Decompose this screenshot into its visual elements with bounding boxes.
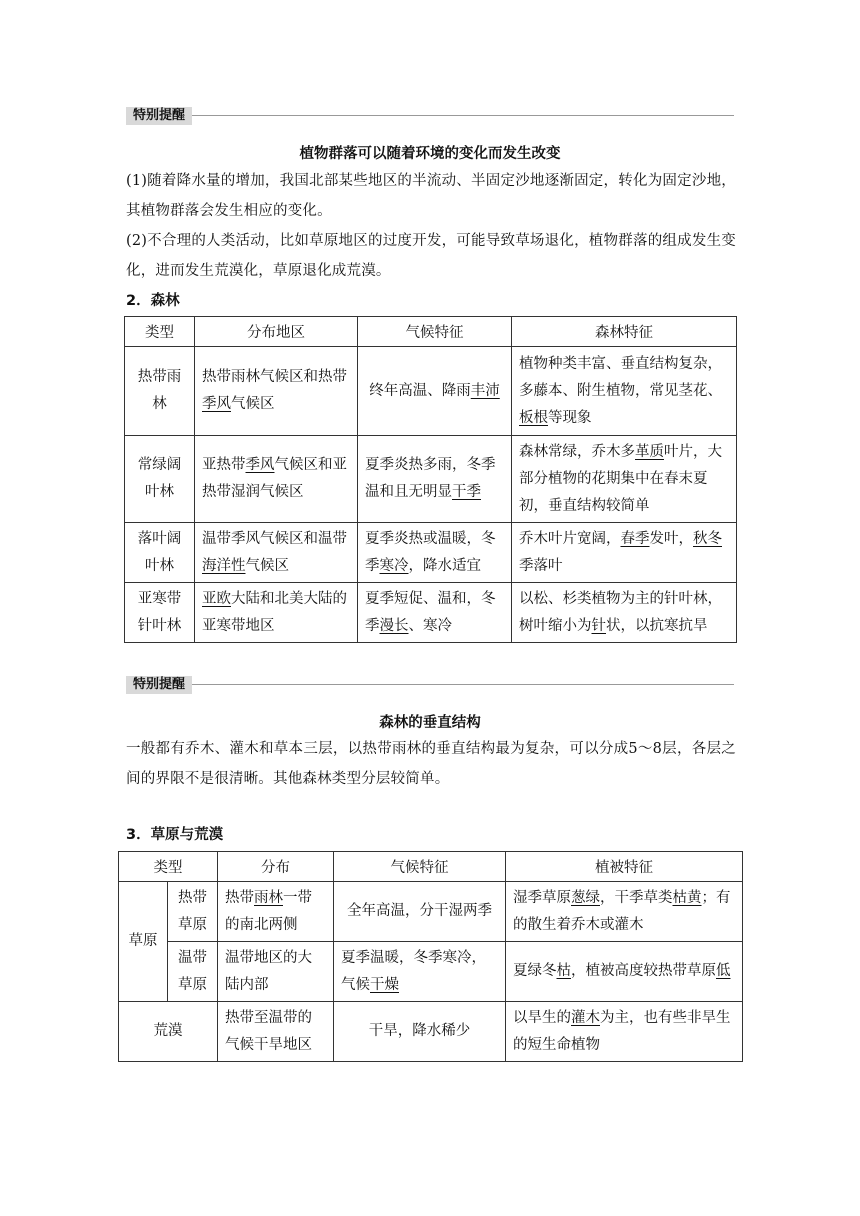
header-cell: 气候特征 <box>334 852 506 882</box>
distribution-cell: 温带季风气候区和温带海洋性气候区 <box>195 523 358 583</box>
tip-label: 特别提醒 <box>126 107 192 125</box>
type-cell: 常绿阔叶林 <box>125 436 195 523</box>
distribution-cell: 温带地区的大陆内部 <box>218 942 334 1002</box>
vegetation-cell: 夏绿冬枯，植被高度较热带草原低 <box>506 942 743 1002</box>
tip-divider <box>126 115 734 116</box>
table-row <box>125 436 737 523</box>
feature-cell: 植物种类丰富、垂直结构复杂，多藤本、附生植物，常见茎花、板根等现象 <box>512 347 737 436</box>
climate-cell: 夏季炎热或温暖，冬季寒冷，降水适宜 <box>358 523 512 583</box>
forest-table <box>124 316 737 643</box>
climate-cell: 全年高温，分干湿两季 <box>334 882 506 942</box>
tip1-paragraph-2: (2)不合理的人类活动，比如草原地区的过度开发，可能导致草场退化，植物群落的组成发生变化，进而发生荒漠化，草原退化成荒漠。 <box>126 233 736 279</box>
table-row <box>125 583 737 643</box>
climate-cell: 夏季温暖，冬季寒冷，气候干燥 <box>334 942 506 1002</box>
type-cell: 草原 <box>119 882 168 1002</box>
grassland-desert-table <box>118 851 743 1062</box>
feature-cell: 森林常绿，乔木多革质叶片，大部分植物的花期集中在春末夏初，垂直结构较简单 <box>512 436 737 523</box>
table-row <box>125 523 737 583</box>
vegetation-cell: 以旱生的灌木为主，也有些非旱生的短生命植物 <box>506 1002 743 1062</box>
tip1-paragraph-1: (1)随着降水量的增加，我国北部某些地区的半流动、半固定沙地逐渐固定，转化为固定沙地，其植物群落会发生相应的变化。 <box>126 173 736 219</box>
tip-banner-2 <box>126 676 734 694</box>
climate-cell: 夏季短促、温和，冬季漫长、寒冷 <box>358 583 512 643</box>
type-cell: 荒漠 <box>119 1002 218 1062</box>
header-cell: 分布 <box>218 852 334 882</box>
section-heading-forest: 2．森林 <box>126 293 180 309</box>
type-cell: 亚寒带针叶林 <box>125 583 195 643</box>
table-header-row <box>125 317 737 347</box>
table-row <box>119 882 743 942</box>
header-cell: 类型 <box>125 317 195 347</box>
type-cell: 热带雨林 <box>125 347 195 436</box>
header-cell: 气候特征 <box>358 317 512 347</box>
header-cell: 分布地区 <box>195 317 358 347</box>
feature-cell: 以松、杉类植物为主的针叶林，树叶缩小为针状，以抗寒抗旱 <box>512 583 737 643</box>
climate-cell: 终年高温、降雨丰沛 <box>358 347 512 436</box>
climate-cell: 夏季炎热多雨，冬季温和且无明显干季 <box>358 436 512 523</box>
subtype-cell: 温带草原 <box>168 942 218 1002</box>
tip2-title: 森林的垂直结构 <box>379 715 481 731</box>
header-cell: 植被特征 <box>506 852 743 882</box>
distribution-cell: 热带雨林气候区和热带季风气候区 <box>195 347 358 436</box>
tip2-paragraph: 一般都有乔木、灌木和草本三层，以热带雨林的垂直结构最为复杂，可以分成5～8层，各层之间的界限不是很清晰。其他森林类型分层较简单。 <box>126 741 736 787</box>
climate-cell: 干旱，降水稀少 <box>334 1002 506 1062</box>
distribution-cell: 亚欧大陆和北美大陆的亚寒带地区 <box>195 583 358 643</box>
section-heading-grassland-desert: 3．草原与荒漠 <box>126 827 224 843</box>
vegetation-cell: 湿季草原葱绿，干季草类枯黄；有的散生着乔木或灌木 <box>506 882 743 942</box>
distribution-cell: 热带雨林一带的南北两侧 <box>218 882 334 942</box>
table-row <box>119 942 743 1002</box>
table-header-row <box>119 852 743 882</box>
header-cell: 森林特征 <box>512 317 737 347</box>
tip-banner-1 <box>126 107 734 125</box>
tip1-title: 植物群落可以随着环境的变化而发生改变 <box>299 146 561 162</box>
table-row <box>125 347 737 436</box>
feature-cell: 乔木叶片宽阔，春季发叶，秋冬季落叶 <box>512 523 737 583</box>
distribution-cell: 热带至温带的气候干旱地区 <box>218 1002 334 1062</box>
table-row <box>119 1002 743 1062</box>
type-cell: 落叶阔叶林 <box>125 523 195 583</box>
distribution-cell: 亚热带季风气候区和亚热带湿润气候区 <box>195 436 358 523</box>
tip-label: 特别提醒 <box>126 676 192 694</box>
subtype-cell: 热带草原 <box>168 882 218 942</box>
header-cell: 类型 <box>119 852 218 882</box>
tip-divider <box>126 684 734 685</box>
